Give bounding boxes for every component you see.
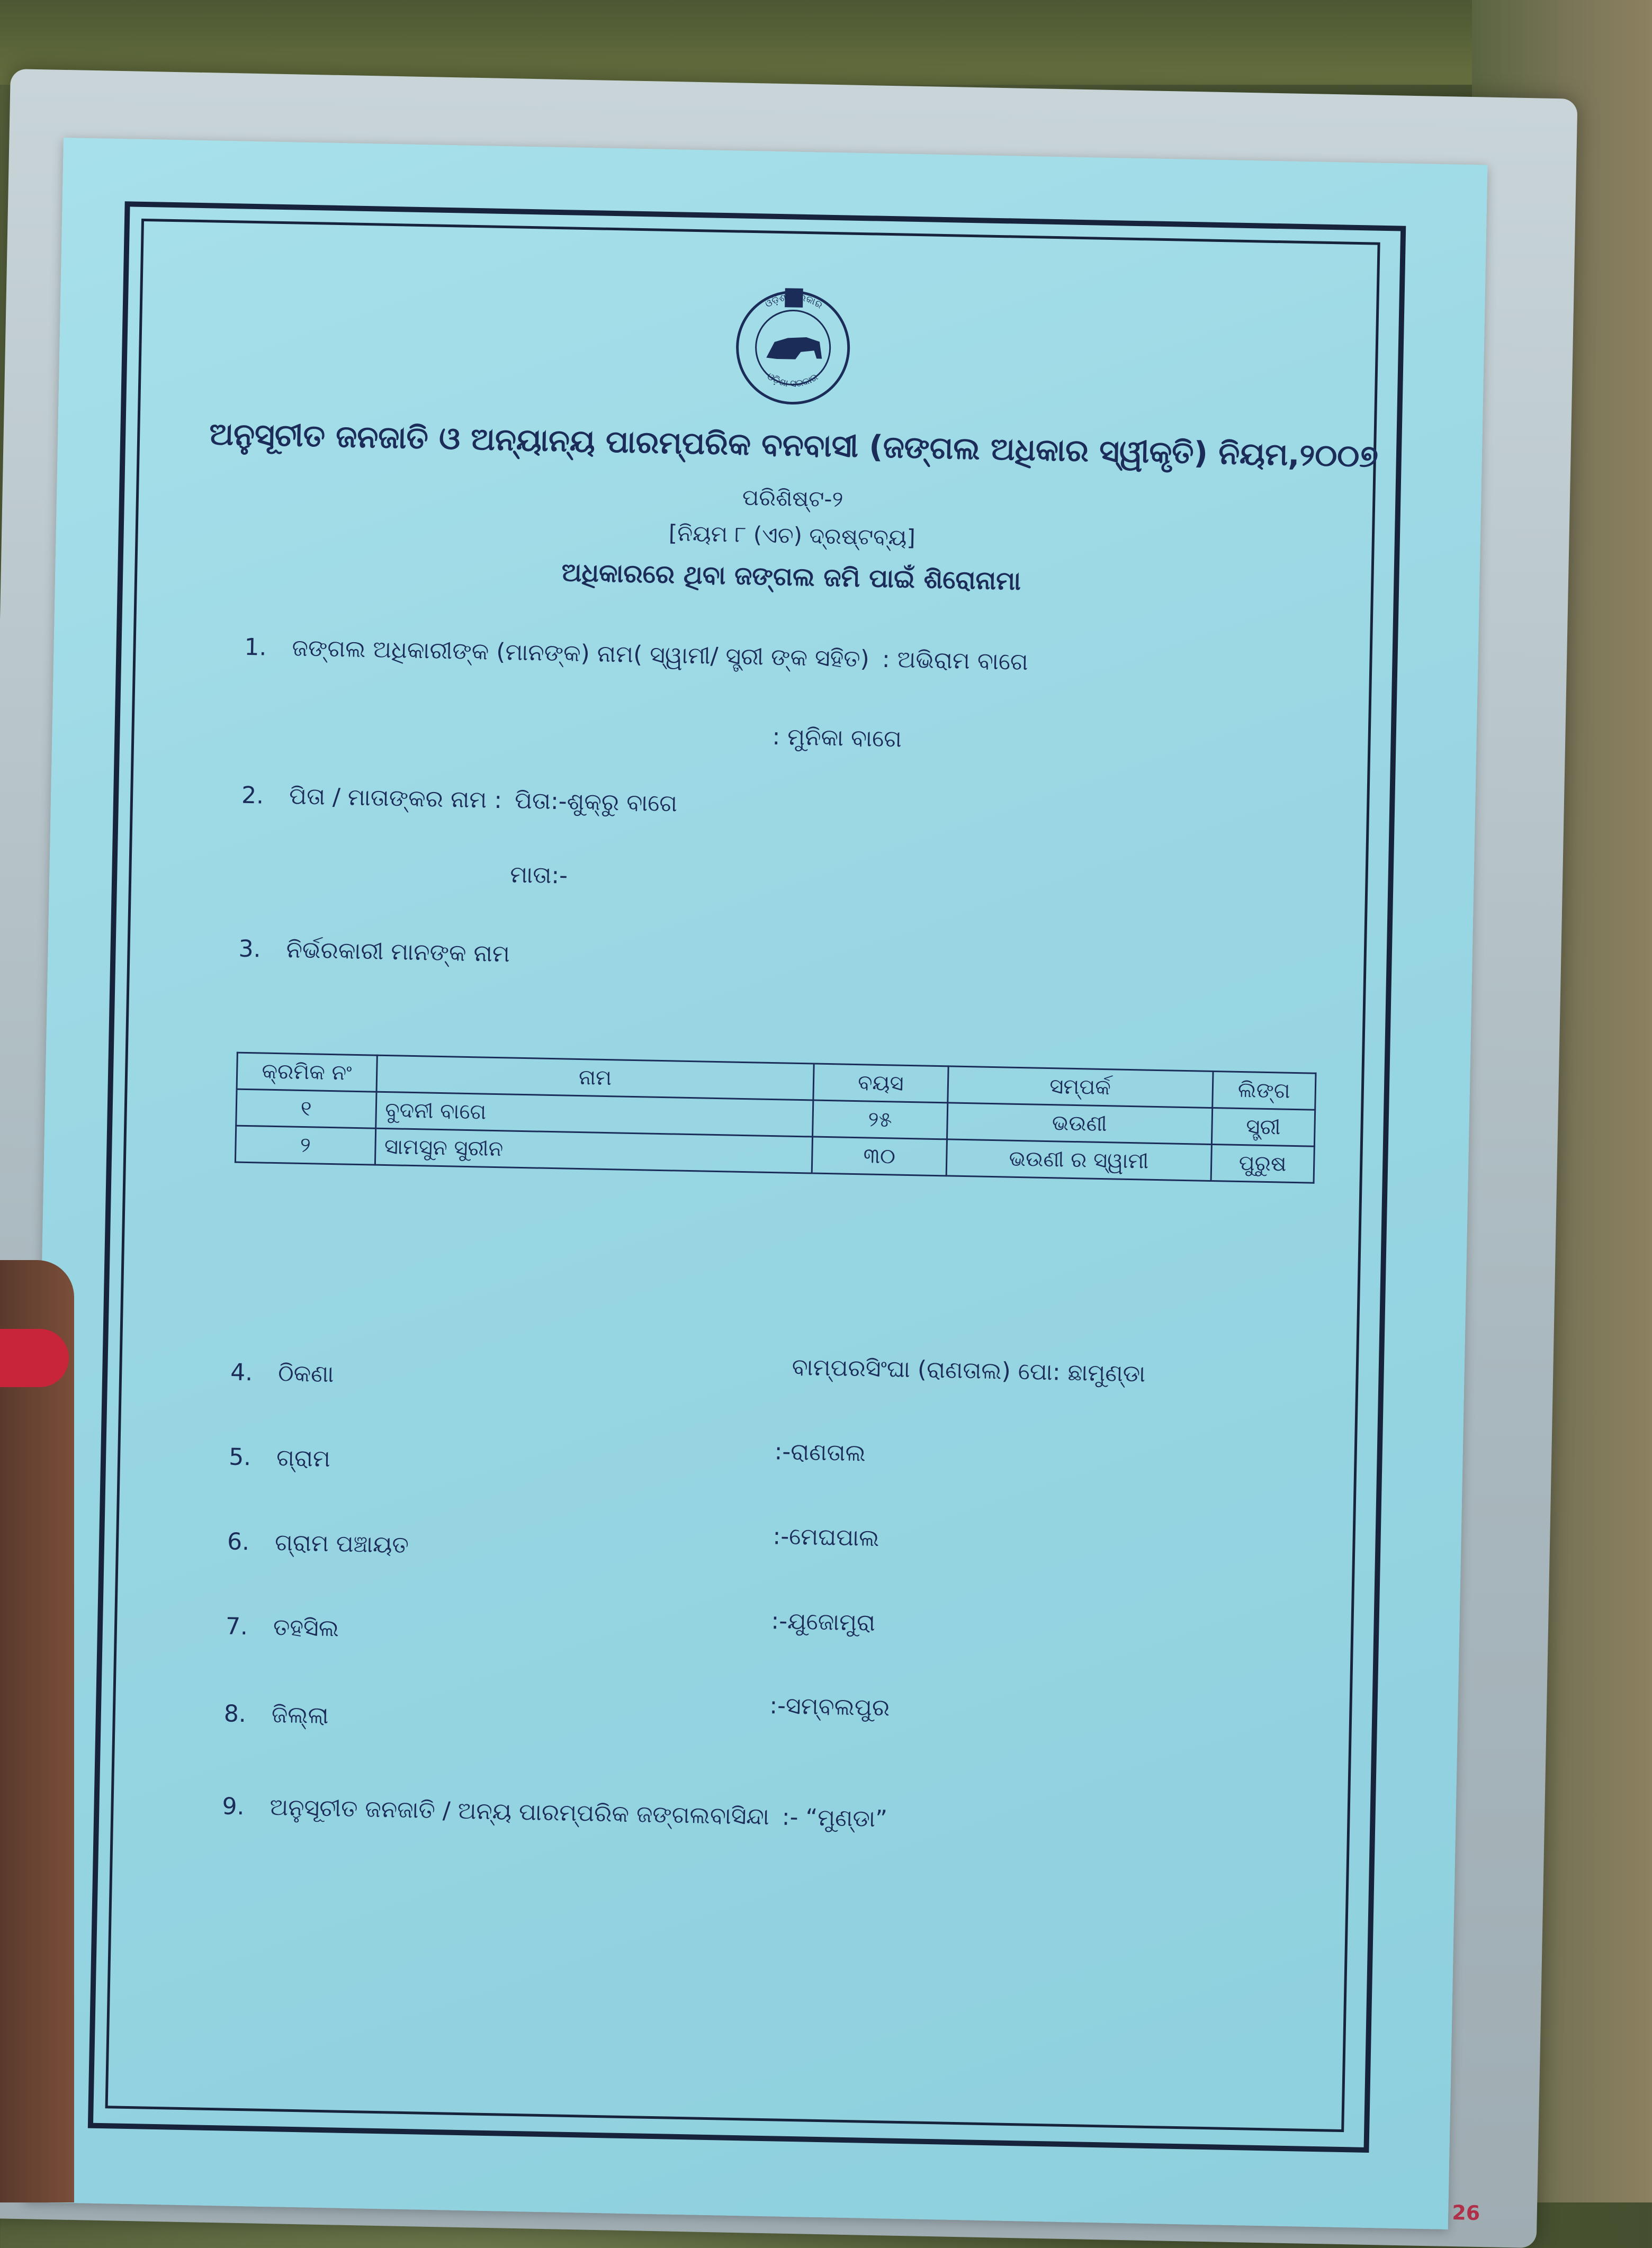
forest-right-holder-name: : ଅଭିରାମ ବାଗେ — [882, 645, 1029, 676]
column-header: ନାମ — [376, 1055, 814, 1100]
table-cell: ଭଉଣୀ ର ସ୍ୱାମୀ — [946, 1139, 1211, 1181]
page-number: 26 — [1451, 2201, 1480, 2225]
item-number: 2. — [241, 781, 264, 810]
item-2 — [241, 782, 678, 817]
village-value: :-ରାଣତାଲ — [774, 1438, 866, 1467]
column-header: କ୍ରମିକ ନଂ — [237, 1053, 377, 1092]
odisha-emblem-icon — [725, 277, 860, 412]
appendix-label: ପରିଶିଷ୍ଟ-୨ — [742, 484, 843, 512]
item-label: ଗ୍ରାମ ପଞ୍ଚାୟତ — [274, 1529, 409, 1559]
spouse-name: : ମୁନିକା ବାଗେ — [772, 723, 902, 753]
item-label: ପିତା / ମାତାଙ୍କର ନାମ : — [289, 783, 502, 814]
column-header: ଲିଙ୍ଗ — [1213, 1071, 1316, 1110]
item-number: 3. — [238, 935, 262, 963]
item-3 — [238, 936, 510, 968]
emblem-top-text: ଓଡ଼ିଶା ସରକାର — [763, 291, 825, 311]
document-page — [24, 138, 1487, 2229]
item-label: ଅନୁସୂଚୀତ ଜନଜାତି / ଅନ୍ୟ ପାରମ୍ପରିକ ଜଙ୍ଗଲବାସିନ୍ଦା — [270, 1794, 770, 1831]
mother-name: ମାତା:- — [509, 861, 568, 889]
item-7 — [226, 1613, 339, 1642]
table-cell: ଭଉଣୀ — [947, 1103, 1212, 1145]
item-label: ଗ୍ରାମ — [276, 1444, 331, 1473]
holding-hand — [0, 1260, 74, 2202]
table-cell: ସାମସୁନ ସୁରୀନ — [375, 1128, 813, 1173]
column-header: ବୟସ — [813, 1064, 948, 1103]
document-content — [24, 138, 1487, 2229]
item-number: 6. — [227, 1528, 250, 1556]
item-label: ଜଙ୍ଗଲ ଅଧିକାରୀଙ୍କ (ମାନଙ୍କ) ନାମ( ସ୍ୱାମୀ/ ସ୍ତ୍ରୀ ଙ୍କ ସହିତ) — [292, 634, 870, 673]
document-subtitle: ଅଧିକାରରେ ଥିବା ଜଙ୍ଗଲ ଜମି ପାଇଁ ଶିରୋନାମା — [561, 557, 1021, 596]
district-value: :-ସମ୍ବଲପୁର — [769, 1692, 890, 1722]
table-cell: ସ୍ତ୍ରୀ — [1211, 1108, 1315, 1146]
item-number: 5. — [228, 1443, 252, 1471]
item-label: ଜିଲ୍ଲା — [271, 1701, 329, 1730]
item-label: ନିର୍ଭରକାରୀ ମାନଙ୍କ ନାମ — [286, 936, 510, 968]
item-number: 9. — [222, 1793, 245, 1821]
dependents-table — [235, 1052, 1317, 1184]
table-cell: ବୁଦନୀ ବାଗେ — [375, 1092, 813, 1137]
item-number: 8. — [223, 1700, 247, 1728]
rule-reference: [ନିୟମ ୮ (ଏଚ) ଦ୍ରଷ୍ଟବ୍ୟ] — [668, 520, 916, 551]
item-8 — [223, 1700, 329, 1729]
tehsil-value: :-ଯୁଜୋମୁରା — [770, 1607, 876, 1636]
table-cell: ୩୦ — [812, 1137, 947, 1176]
document-title: ଅନୁସୂଚୀତ ଜନଜାତି ଓ ଅନ୍ୟାନ୍ୟ ପାରମ୍ପରିକ ବନବାସୀ (ଜଙ୍ଗଲ ଅଧିକାର ସ୍ୱୀକୃତି) ନିୟମ,୨୦୦୭ — [209, 416, 1379, 474]
address-value: ବାମ୍ପରସିଂଘା (ରାଣତାଲ) ପୋ: ଛାମୁଣ୍ଡା — [792, 1353, 1146, 1388]
table-cell: ୨ — [235, 1126, 375, 1165]
item-1 — [244, 634, 1028, 676]
fingernail — [0, 1329, 69, 1387]
item-number: 1. — [244, 633, 267, 661]
father-name: ପିତା:-ଶୁକ୍ରୁ ବାଗେ — [514, 787, 678, 817]
item-number: 4. — [230, 1359, 253, 1387]
svg-text:ଓଡ଼ିଶା ସରକାର — [765, 371, 820, 390]
item-label: ତହସିଲ — [273, 1614, 339, 1642]
tribe-value: :- “ମୁଣ୍ଡା” — [782, 1803, 888, 1833]
gram-panchayat-value: :-ମେଘପାଲ — [773, 1523, 879, 1552]
item-9 — [222, 1793, 887, 1832]
item-6 — [227, 1528, 409, 1559]
item-4 — [230, 1359, 334, 1388]
table-cell: ୧ — [236, 1089, 376, 1128]
column-header: ସମ୍ପର୍କ — [947, 1066, 1213, 1108]
svg-text:ଓଡ଼ିଶା ସରକାର — [763, 291, 825, 311]
item-5 — [229, 1443, 331, 1472]
table-cell: ପୁରୁଷ — [1211, 1144, 1315, 1183]
table-cell: ୨୫ — [813, 1100, 947, 1139]
grass-background-top — [0, 0, 1652, 85]
item-number: 7. — [225, 1613, 248, 1641]
item-label: ଠିକଣା — [277, 1360, 334, 1388]
emblem-bottom-text: ଓଡ଼ିଶା ସରକାର — [765, 371, 820, 390]
